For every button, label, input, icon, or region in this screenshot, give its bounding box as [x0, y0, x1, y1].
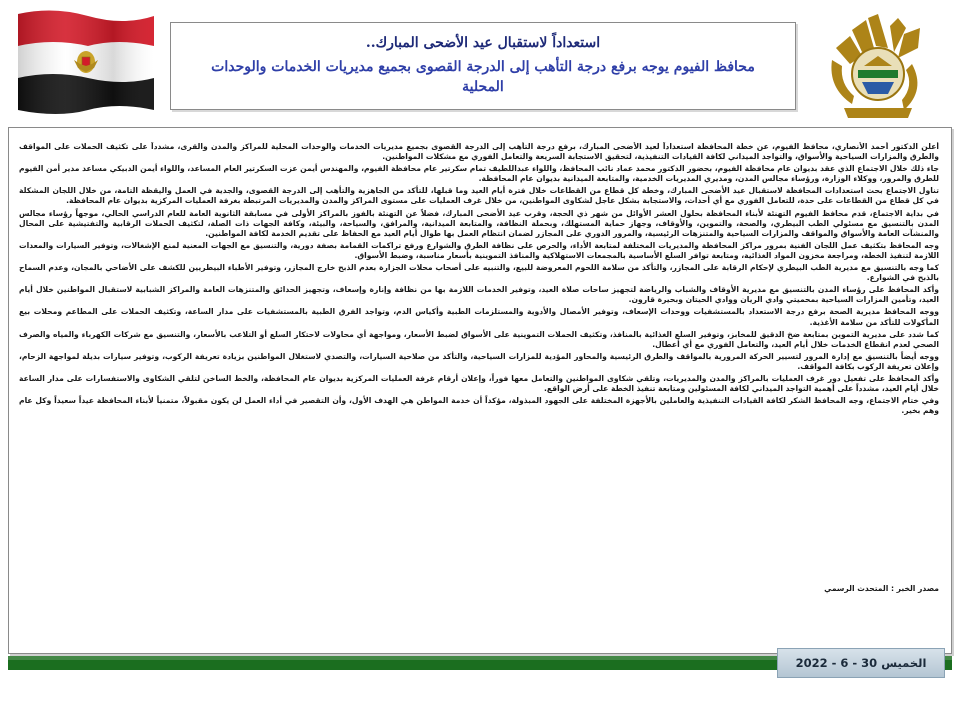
- article-paragraph: وجه المحافظ بتكثيف عمل اللجان الفنية بمرور مراكز المحافظة والمديريات المختلفة لمتابعة الأداء، والحرص على نظافة الطرق والشوارع ورفع تراكمات القمامة بصفة دورية، والتنسيق مع الجهات المعنية لمنع الإشغالات، وتوفير السيارات والمعدات اللازمة لتنفيذ الخطة، ومراجعة مخزون المواد الغذائية، ومتابعة توافر السلع الأساسية بالمجمعات الاستهلاكية والمنافذ التموينية بأسعار مناسبة، وضبط الأسواق.: [19, 240, 939, 260]
- article-frame: [8, 127, 952, 654]
- article-paragraph: في بداية الاجتماع، قدم محافظ الفيوم التهنئة لأبناء المحافظة بحلول العشر الأوائل من شهر ذي الحجة، وقرب عيد الأضحى المبارك، فضلاً عن التهنئة بالفوز بالمراكز الأولى في مسابقة الثانوية العامة للعام الدراسي الحالي، موجهاً رؤساء مجالس المدن بالتنسيق مع مسئولي الطب البيطري، والصحة، والتموين، والأوقاف، وجهاز حماية المستهلك، وبحملة النظافة، والمتابعة الميدانية، والمرافق، والسياحة، والبيئة، وكافة الجهات ذات الصلة، لتكثيف الحملات الرقابية والتفتيشية على المحال والمنشآت العامة والأسواق والمواقف والمزارات السياحية والمتنزهات الرئيسية، والمرور الدوري على المجازر لضمان انتظام العمل بها طوال أيام العيد مع الحفاظ على تقديم الخدمة لكافة المواطنين.: [19, 208, 939, 238]
- article-paragraph: كما وجه بالتنسيق مع مديرية الطب البيطري لإحكام الرقابة على المجازر، والتأكد من سلامة اللحوم المعروضة للبيع، والتنبيه على أصحاب محلات الجزارة بعدم الذبح خارج المجازر، وتوفير الأطباء البيطريين للكشف على الأضاحي بالمجان، وعدم السماح بالذبح في الشوارع.: [19, 263, 939, 283]
- egypt-flag-icon: [8, 6, 158, 118]
- fayoum-governorate-logo-icon: [808, 8, 948, 123]
- article-body: [19, 142, 939, 647]
- article-paragraph: وفي ختام الاجتماع، وجه المحافظ الشكر لكافة القيادات التنفيذية والعاملين بالأجهزة المختلفة على الجهود المبذولة، مؤكداً أن خدمة المواطن هي الهدف الأول، وأن التقصير في أداء العمل لن يكون مقبولاً، متمنياً لأبناء المحافظة عيداً سعيداً وكل عام وهم بخير.: [19, 396, 939, 416]
- article-paragraph: أعلن الدكتور أحمد الأنصاري، محافظ الفيوم، عن خطة المحافظة استعداداً لعيد الأضحى المبارك، برفع درجة التأهب إلى الدرجة القصوى بجميع مديريات الخدمات والوحدات المحلية للمراكز والمدن والقرى، مشدداً على تكثيف الحملات على المواقف والطرق والمزارات السياحية والأسواق، والتواجد الميداني لكافة القيادات التنفيذية، لتحقيق الاستجابة السريعة والتعامل الفوري مع مشكلات المواطنين.: [19, 142, 939, 162]
- article-paragraph: ووجه المحافظ مديرية الصحة برفع درجة الاستعداد بالمستشفيات ووحدات الإسعاف، وتوفير الأمصال والأدوية والمستلزمات الطبية وأكياس الدم، وتواجد الفرق الطبية بالمستشفيات على مدار الساعة، وتكثيف الحملات على المطاعم ومحلات بيع المأكولات للتأكد من سلامة الأغذية.: [19, 307, 939, 327]
- article-paragraph: جاء ذلك خلال الاجتماع الذي عقد بديوان عام محافظة الفيوم، بحضور الدكتور محمد عماد نائب المحافظ، واللواء عبداللطيف تمام سكرتير عام محافظة الفيوم، والمهندس أيمن عزت السكرتير العام المساعد، واللواء أيمن الدبيكي مساعد مدير أمن الفيوم للطرق والمرور، ووكلاء الوزارة، ورؤساء مجالس المدن، ومديري المديريات الخدمية، والمتابعة الميدانية بديوان عام المحافظة.: [19, 164, 939, 184]
- article-paragraph: كما شدد على مديرية التموين بمتابعة ضخ الدقيق للمخابز، وتوفير السلع الغذائية بالمنافذ، وتكثيف الحملات التموينية على الأسواق لضبط الأسعار، ومواجهة أي محاولات لاحتكار السلع أو التلاعب بالأسعار، والتنسيق مع شركات الكهرباء والمياه والصرف الصحي لعدم انقطاع الخدمات خلال أيام العيد، والتعامل الفوري مع أي أعطال.: [19, 329, 939, 349]
- article-paragraph: وأكد المحافظ على رؤساء المدن بالتنسيق مع مديرية الأوقاف والشباب والرياضة لتجهيز ساحات صلاة العيد، وتوفير الخدمات اللازمة بها من نظافة وإنارة وإسعاف، وتجهيز الحدائق والمتنزهات العامة والمراكز الشبابية لاستقبال المواطنين خلال أيام العيد، وتأمين المزارات السياحية بمحميتي وادي الريان ووادي الحيتان وبحيرة قارون.: [19, 285, 939, 305]
- article-paragraph: ووجه أيضاً بالتنسيق مع إدارة المرور لتسيير الحركة المرورية بالمواقف والطرق الرئيسية والمحاور المؤدية للمزارات السياحية، والتأكد من صلاحية السيارات، والتصدي لاستغلال المواطنين بزيادة تعريفة الركوب، وتوفير سيارات بديلة لمواجهة الزحام، وإعلان تعريفة الركوب بكافة المواقف.: [19, 351, 939, 371]
- article-source: مصدر الخبر : المتحدث الرسمي: [824, 584, 939, 593]
- headline-box: [170, 22, 796, 110]
- headline-kicker: استعداداً لاستقبال عيد الأضحى المبارك..: [365, 35, 601, 51]
- headline-title: محافظ الفيوم يوجه برفع درجة التأهب إلى الدرجة القصوى بجميع مديريات الخدمات والوحدات المحلية: [211, 59, 755, 95]
- date-badge: الخميس 30 - 6 - 2022: [777, 648, 945, 678]
- article-paragraph: تناول الاجتماع بحث استعدادات المحافظة لاستقبال عيد الأضحى المبارك، وخطة كل قطاع من القطاعات خلال فترة أيام العيد وما قبلها، للتأكد من الجاهزية والتأهب إلى الدرجة القصوى، والجدية في العمل واليقظة التامة، من خلال اللجان المشكلة في كل قطاع من القطاعات على حدة، للتعامل الفوري مع أي أحداث، والاستجابة بشكل عاجل لشكاوى المواطنين، من خلال غرف العمليات على مستوى المراكز والمدن والمديريات المرتبطة بغرفة العمليات المركزية بديوان عام المحافظة.: [19, 186, 939, 206]
- article-paragraph: وأكد المحافظ على تفعيل دور غرف العمليات بالمراكز والمدن والمديريات، وتلقي شكاوى المواطنين والتعامل معها فوراً، وإعلان أرقام غرفة العمليات المركزية بديوان عام المحافظة، والخط الساخن لتلقي الشكاوى والاستفسارات على مدار الساعة خلال أيام العيد، مشدداً على أهمية التواجد الميداني لكافة المسئولين ومتابعة تنفيذ الخطة على أرض الواقع.: [19, 373, 939, 394]
